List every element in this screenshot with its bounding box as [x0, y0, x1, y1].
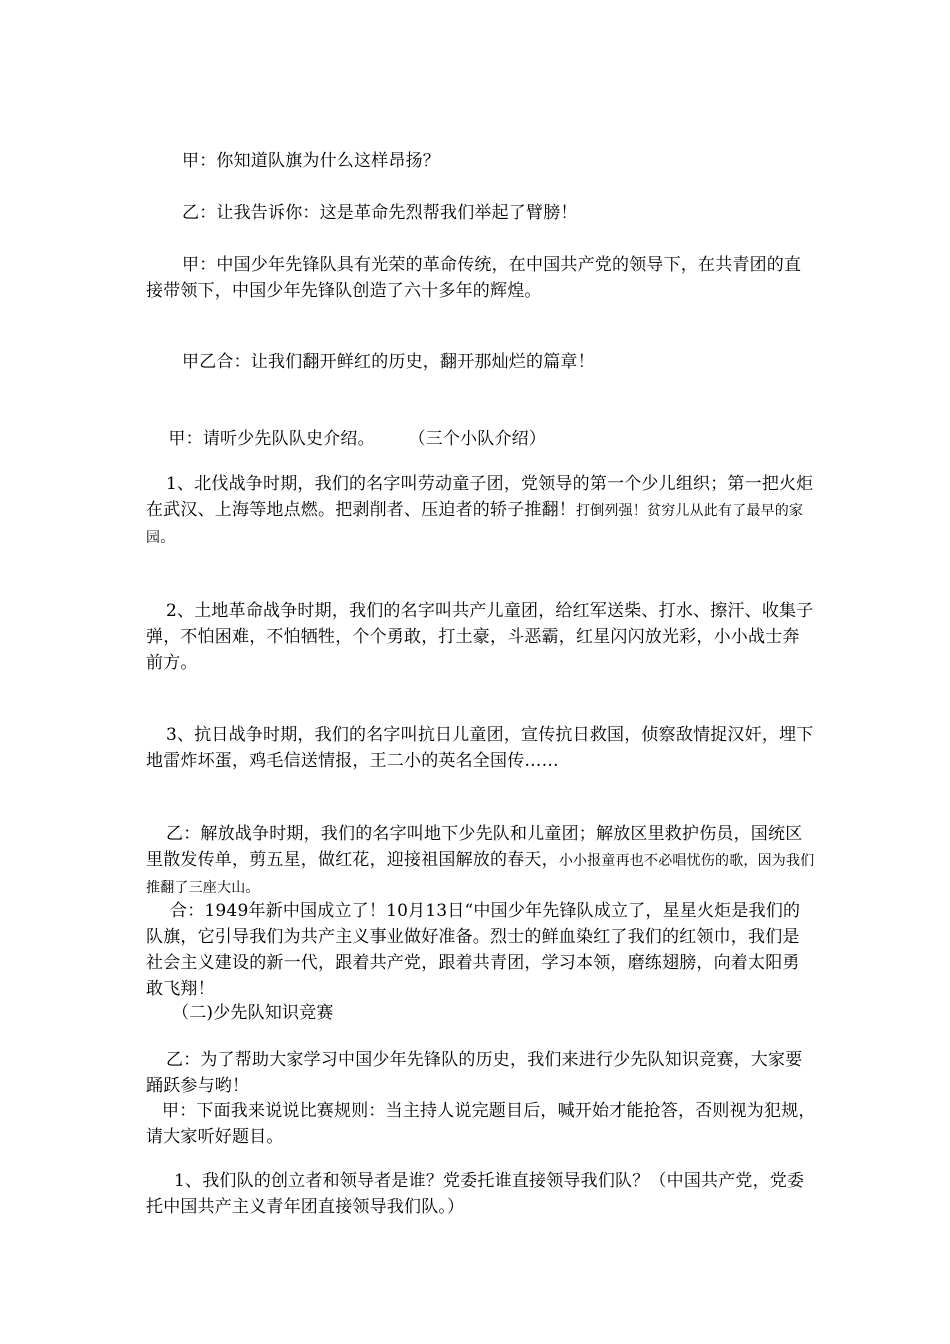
paragraph-text-small: 打倒列强！贫穷儿从此有了最早的家园。 — [146, 503, 804, 546]
history-item — [146, 598, 816, 676]
dialogue-line — [146, 148, 816, 174]
quiz-question — [146, 1168, 816, 1220]
dialogue-line — [146, 200, 816, 226]
paragraph-text: 1、我们队的创立者和领导者是谁？党委托谁直接领导我们队？（中国共产党，党委托中国共产主义青年团直接领导我们队。） — [146, 1171, 805, 1217]
paragraph-text: 甲：你知道队旗为什么这样昂扬？ — [182, 151, 440, 171]
paragraph-text: 甲：中国少年先锋队具有光荣的革命传统，在中国共产党的领导下，在共青团的直接带领下，中国少年先锋队创造了六十多年的辉煌。 — [146, 255, 802, 301]
history-item — [146, 821, 816, 901]
section-heading — [146, 1000, 816, 1026]
paragraph-text: 乙：为了帮助大家学习中国少年先锋队的历史，我们来进行少先队知识竞赛，大家要踊跃参与哟！ — [146, 1050, 803, 1096]
chorus-line — [146, 898, 816, 1002]
dialogue-line — [146, 349, 816, 375]
history-item — [146, 471, 816, 551]
history-item — [146, 722, 816, 774]
paragraph-text: 乙：让我告诉你：这是革命先烈帮我们举起了臂膀！ — [182, 203, 578, 223]
paragraph-text: 3、抗日战争时期，我们的名字叫抗日儿童团，宣传抗日救国，侦察敌情捉汉奸，埋下地雷炸坏蛋，鸡毛信送情报，王二小的英名全国传…… — [146, 725, 814, 771]
paragraph-text: 甲：下面我来说说比赛规则：当主持人说完题目后，喊开始才能抢答，否则视为犯规，请大家听好题目。 — [146, 1101, 816, 1147]
paragraph-text-small: 小小报童再也不必唱忧伤的歌，因为我们推翻了三座大山。 — [146, 853, 815, 896]
paragraph-text: 甲乙合：让我们翻开鲜红的历史，翻开那灿烂的篇章！ — [182, 352, 595, 372]
dialogue-line — [146, 400, 816, 478]
paragraph-text: 甲：请听少先队队史介绍。 （三个小队介绍） — [168, 429, 547, 449]
paragraph-text: 1、北伐战争时期，我们的名字叫劳动童子团，党领导的第一个少儿组织；第一把火炬在武汉、上海等地点燃。把剥削者、压迫者的轿子推翻！ — [146, 474, 814, 520]
paragraph-text: 合：1949年新中国成立了！10月13日“中国少年先锋队成立了，星星火炬是我们的队旗，它引导我们为共产主义事业做好准备。烈士的鲜血染红了我们的红领巾，我们是社会主义建设的新一代，跟着共产党，跟着共青团，学习本领，磨练翅膀，向着太阳勇敢飞翔！ — [146, 901, 801, 999]
paragraph-text: （二)少先队知识竞赛 — [172, 1003, 334, 1023]
dialogue-line — [146, 1098, 816, 1150]
paragraph-text: 2、土地革命战争时期，我们的名字叫共产儿童团，给红军送柴、打水、擦汗、收集子弹，不怕困难，不怕牺牲，个个勇敢，打土豪，斗恶霸，红星闪闪放光彩，小小战士奔前方。 — [146, 601, 814, 673]
dialogue-line — [146, 252, 816, 304]
paragraph-text: 乙：解放战争时期，我们的名字叫地下少先队和儿童团；解放区里救护伤员，国统区里散发传单，剪五星，做红花，迎接祖国解放的春天， — [146, 824, 803, 870]
dialogue-line — [146, 1047, 816, 1099]
